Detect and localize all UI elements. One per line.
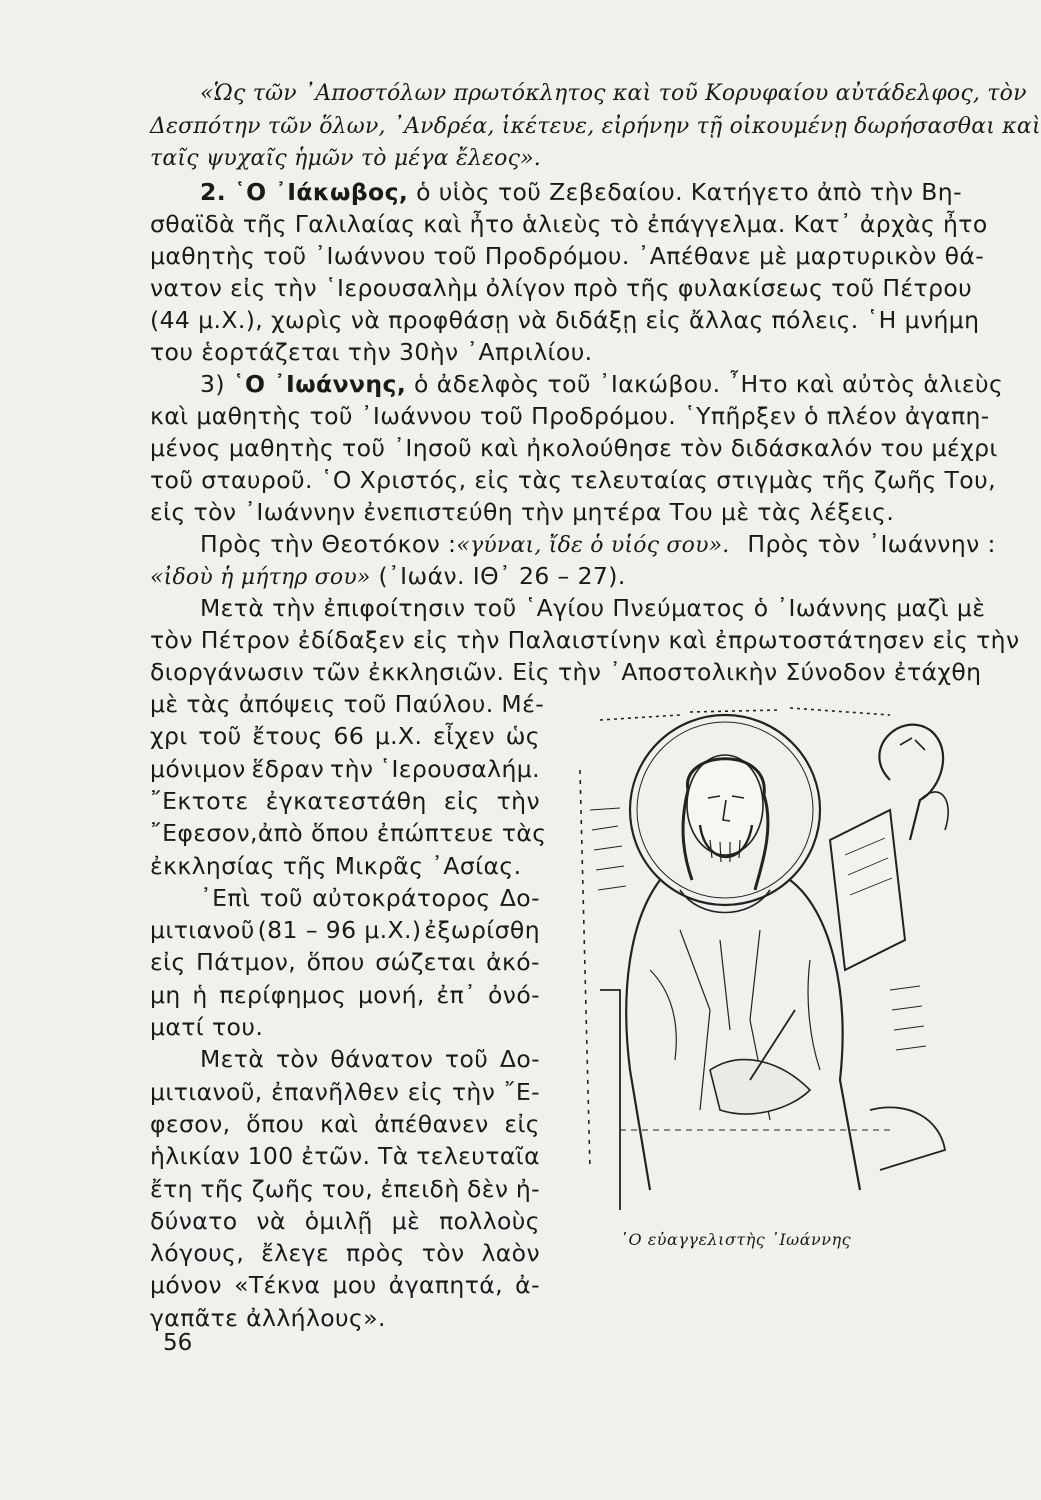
- body-line: μαθητὴς τοῦ ᾿Ιωάννου τοῦ Προδρόμου. ᾿Απέθανε μὲ μαρτυρικὸν θά-: [150, 242, 985, 270]
- theotokos-line: Πρὸς τὴν Θεοτόκον :«γύναι, ἴδε ὁ υἱός σου». Πρὸς τὸν ᾿Ιωάννην :: [200, 530, 996, 558]
- hymn-line-3: ταῖς ψυχαῖς ἡμῶν τὸ μέγα ἔλεος».: [150, 146, 541, 171]
- column-word: 100: [247, 1142, 294, 1170]
- hymn-line-2: Δεσπότην τῶν ὅλων, ᾿Ανδρέα, ἱκέτευε, εἰρήνην τῇ οἰκουμένῃ δωρήσασθαι καὶ: [150, 114, 1041, 139]
- column-word: πρὸς: [345, 1239, 405, 1267]
- column-word: μόνιμον: [150, 755, 246, 783]
- column-line: [150, 1239, 540, 1267]
- section-john-first-line: [200, 370, 1004, 398]
- column-line: [150, 1304, 540, 1332]
- body-line: (44 μ.Χ.), χωρὶς νὰ προφθάσῃ νὰ διδάξῃ εἰς ἄλλας πόλεις. ῾Η μνήμη: [150, 306, 980, 334]
- column-word: 66: [333, 722, 365, 750]
- column-word: ἐπανῆλθεν: [271, 1078, 400, 1106]
- body-line: νατον εἰς τὴν ῾Ιερουσαλὴμ ὀλίγον πρὸ τῆς φυλακίσεως τοῦ Πέτρου: [150, 274, 973, 302]
- column-word: νὰ: [256, 1207, 286, 1235]
- column-word: εἰς: [407, 1078, 444, 1106]
- column-word: μη: [150, 981, 181, 1009]
- column-line: [150, 1078, 540, 1106]
- column-line: [150, 1142, 540, 1170]
- body-line: τοῦ σταυροῦ. ῾Ο Χριστός, εἰς τὰς τελευταίας στιγμὰς τῆς ζωῆς Του,: [150, 466, 996, 494]
- saint-john-drawing: [560, 690, 960, 1225]
- column-word: αὐτοκράτορος: [312, 884, 491, 912]
- column-line: [150, 722, 540, 750]
- column-word: μόνον: [150, 1271, 222, 1299]
- column-word: ἠ-: [515, 1175, 540, 1203]
- column-line: [150, 787, 540, 815]
- section-heading-john: ῾Ο ᾿Ιωάννης,: [232, 370, 407, 398]
- column-line: [150, 819, 547, 847]
- column-word: ῾Ιερουσαλήμ.: [379, 755, 540, 783]
- section-number: 3): [200, 370, 225, 398]
- column-word: Δο-: [499, 1045, 540, 1073]
- column-word: καὶ: [320, 1110, 359, 1138]
- body-line: εἰς τὸν ᾿Ιωάννην ἐνεπιστεύθη τὴν μητέρα Του μὲ τὰς λέξεις.: [150, 498, 895, 526]
- column-word: δύνατο: [150, 1207, 238, 1235]
- body-text: ὁ ἀδελφὸς τοῦ ᾿Ιακώβου. ῏Ητο καὶ αὐτὸς ἁλιεὺς: [414, 370, 1004, 398]
- column-word: ἐπειδὴ: [380, 1175, 460, 1203]
- body-line: καὶ μαθητὴς τοῦ ᾿Ιωάννου τοῦ Προδρόμου. ῾Υπῆρξεν ὁ πλέον ἀγαπη-: [150, 402, 990, 430]
- column-word: ὁμιλῇ: [304, 1207, 373, 1235]
- column-word: ματί του.: [150, 1013, 264, 1041]
- column-word: λαὸν: [481, 1239, 540, 1267]
- column-word: Μετὰ: [200, 1045, 265, 1073]
- column-word: τὴν: [330, 755, 374, 783]
- column-word: ἐπ᾿: [436, 981, 477, 1009]
- page-number: 56: [163, 1330, 193, 1356]
- column-word: ἕδραν: [251, 755, 325, 783]
- column-word: δὲν: [467, 1175, 509, 1203]
- column-line: [200, 1045, 540, 1073]
- column-word: χρι: [150, 722, 188, 750]
- column-word: ῎Εφεσον,ἀπὸ ὅπου ἐπώπτευε τὰς: [150, 819, 547, 847]
- column-word: ἡλικίαν: [150, 1142, 240, 1170]
- column-word: ἡ: [192, 981, 208, 1009]
- column-word: εἰς: [504, 1110, 540, 1138]
- quote-line: [150, 562, 950, 592]
- column-word: τοῦ: [198, 722, 242, 750]
- column-line: [150, 948, 540, 976]
- column-word: εἰς: [150, 948, 186, 976]
- column-word: μονή,: [357, 981, 425, 1009]
- column-word: γαπᾶτε ἀλλήλους».: [150, 1304, 386, 1332]
- column-line: [150, 1013, 540, 1041]
- column-word: μου: [332, 1271, 377, 1299]
- section-james-first-line: [200, 178, 1000, 206]
- column-word: ῎Εκτοτε: [150, 787, 249, 815]
- column-word: εἰς: [443, 787, 480, 815]
- column-word: μιτιανοῦ,: [150, 1078, 263, 1106]
- column-word: τῆς: [200, 1175, 245, 1203]
- body-line: του ἑορτάζεται τὴν 30ὴν ᾿Απριλίου.: [150, 338, 593, 366]
- column-word: τὴν: [496, 787, 540, 815]
- column-word: του,: [321, 1175, 374, 1203]
- column-word: μ.Χ.: [374, 722, 423, 750]
- column-word: μὲ τὰς ἀπόψεις τοῦ Παύλου. Μέ-: [150, 690, 545, 718]
- figure-caption: ῾Ο εὐαγγελιστὴς ᾿Ιωάννης: [620, 1230, 852, 1249]
- column-line: [150, 852, 540, 880]
- body-text: ὁ υἱὸς τοῦ Ζεβεδαίου. Κατήγετο ἀπὸ τὴν Βη-: [416, 178, 962, 206]
- column-word: περίφημος: [219, 981, 347, 1009]
- section-heading-james: ῾Ο ᾿Ιάκωβος,: [233, 178, 409, 206]
- body-line: σθαϊδὰ τῆς Γαλιλαίας καὶ ἦτο ἁλιεὺς τὸ ἐπάγγελμα. Κατ᾿ ἀρχὰς ἦτο: [150, 210, 988, 238]
- column-line: [150, 1110, 540, 1138]
- column-word: ῎Ε-: [503, 1078, 540, 1106]
- column-line: [150, 916, 540, 944]
- column-word: μὲ: [391, 1207, 421, 1235]
- column-word: «Τέκνα: [234, 1271, 321, 1299]
- column-word: ἀκό-: [486, 948, 540, 976]
- column-word: τοῦ: [259, 884, 303, 912]
- column-line: [150, 1207, 540, 1235]
- scripture-reference: (᾿Ιωάν. ΙΘ᾿ 26 – 27).: [378, 562, 626, 590]
- column-line: [150, 1175, 540, 1203]
- column-word: ἐγκατεστάθη: [265, 787, 427, 815]
- column-word: Δο-: [499, 884, 540, 912]
- column-word: τελευταῖα: [416, 1142, 540, 1170]
- column-word: τὴν: [451, 1078, 496, 1106]
- column-word: τὸν: [421, 1239, 465, 1267]
- column-word: τοῦ: [444, 1045, 489, 1073]
- column-word: ἔτη: [150, 1175, 193, 1203]
- column-word: ἔλεγε: [261, 1239, 330, 1267]
- section-number: 2.: [200, 178, 227, 206]
- column-word: ἀ-: [515, 1271, 540, 1299]
- body-line: μένος μαθητὴς τοῦ ᾿Ιησοῦ καὶ ἠκολούθησε τὸν διδάσκαλόν του μέχρι: [150, 434, 998, 462]
- column-word: σώζεται: [375, 948, 476, 976]
- column-word: τὸν: [275, 1045, 319, 1073]
- column-word: ἐτῶν.: [301, 1142, 371, 1170]
- hymn-line-1: «Ὡς τῶν ᾿Αποστόλων πρωτόκλητος καὶ τοῦ Κορυφαίου αὐτάδελφος, τὸν: [200, 81, 1027, 106]
- column-word: ᾿Επὶ: [200, 884, 251, 912]
- column-line: [150, 755, 540, 783]
- column-word: ἔτους: [252, 722, 323, 750]
- column-word: ὅπου: [306, 948, 365, 976]
- column-line: [150, 1271, 540, 1299]
- quote-behold-mother: «ἰδοὺ ἡ μήτηρ σου»: [150, 565, 371, 590]
- column-word: μιτιανοῦ: [150, 916, 255, 944]
- body-line: τὸν Πέτρον ἐδίδαξεν εἰς τὴν Παλαιστίνην καὶ ἐπρωτοστάτησεν εἰς τὴν: [150, 626, 1020, 654]
- column-word: θάνατον: [330, 1045, 434, 1073]
- quote-woman-behold: «γύναι, ἴδε ὁ υἱός σου».: [456, 533, 730, 558]
- column-word: ἐξωρίσθη: [424, 916, 540, 944]
- saint-john-illustration: [560, 690, 960, 1225]
- column-word: εἶχεν: [433, 722, 496, 750]
- column-word: ζωῆς: [251, 1175, 315, 1203]
- column-word: ὀνό-: [488, 981, 540, 1009]
- column-word: Πάτμον,: [196, 948, 297, 976]
- column-word: ὡς: [505, 722, 540, 750]
- column-word: ἀγαπητά,: [388, 1271, 504, 1299]
- column-word: ἐκκλησίας τῆς Μικρᾶς ᾿Ασίας.: [150, 852, 522, 880]
- column-word: Τὰ: [377, 1142, 409, 1170]
- column-word: ἀπέθανεν: [374, 1110, 489, 1138]
- column-word: πολλοὺς: [439, 1207, 540, 1235]
- column-line: [200, 884, 540, 912]
- column-word: (81 – 96 μ.Χ.): [257, 916, 422, 944]
- column-line: [150, 690, 545, 718]
- column-word: λόγους,: [150, 1239, 245, 1267]
- column-word: ὅπου: [246, 1110, 305, 1138]
- body-line: διοργάνωσιν τῶν ἐκκλησιῶν. Εἰς τὴν ᾿Αποστολικὴν Σύνοδον ἐτάχθη: [150, 658, 982, 686]
- column-word: φεσον,: [150, 1110, 231, 1138]
- column-line: [150, 981, 540, 1009]
- body-line: Μετὰ τὴν ἐπιφοίτησιν τοῦ ῾Αγίου Πνεύματος ὁ ᾿Ιωάννης μαζὶ μὲ: [200, 594, 986, 622]
